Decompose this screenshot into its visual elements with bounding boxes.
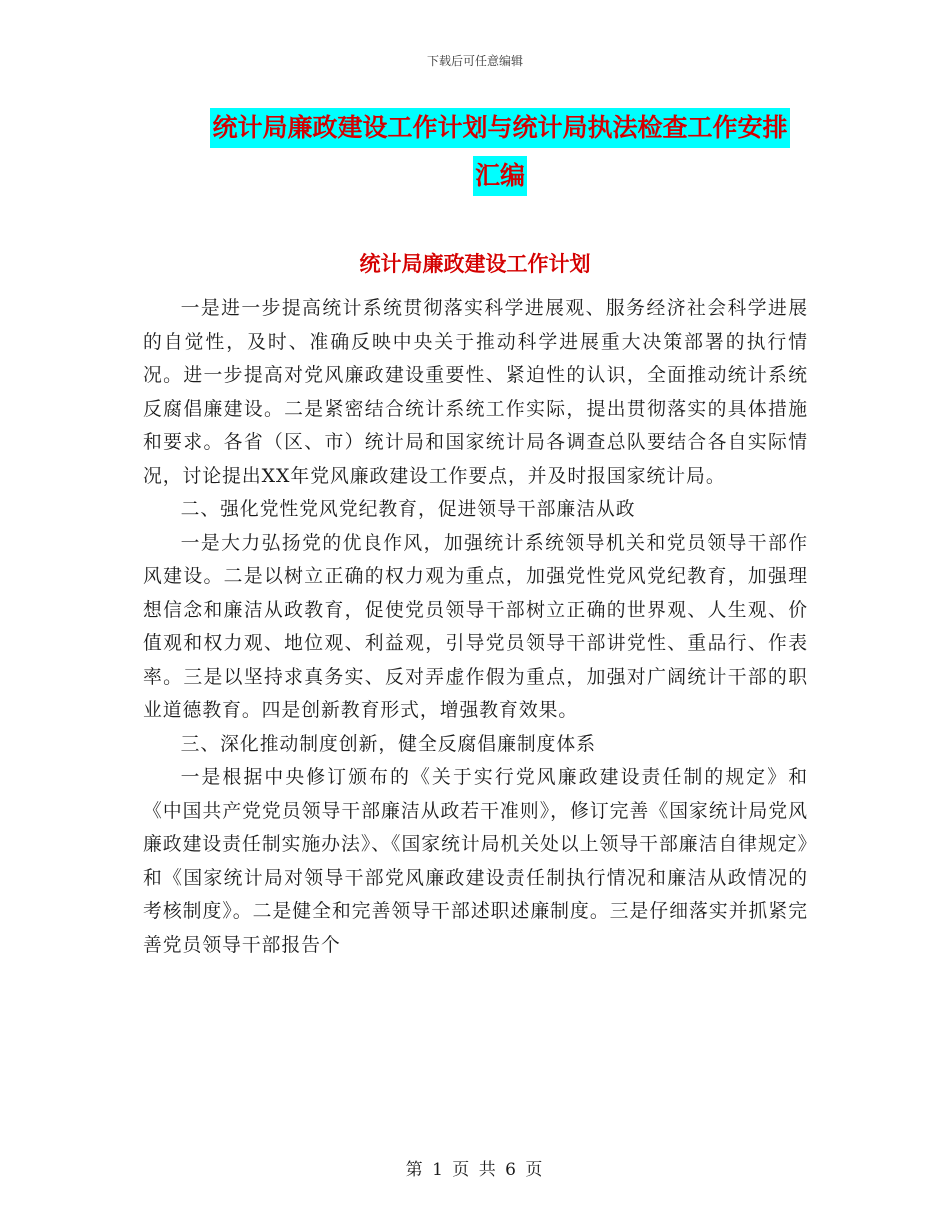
section-heading: 统计局廉政建设工作计划 xyxy=(359,252,591,276)
paragraph: 一是根据中央修订颁布的《关于实行党风廉政建设责任制的规定》和《中国共产党党员领导干部廉洁从政若干准则》，修订完善《国家统计局党风廉政建设责任制实施办法》、《国家统计局机关处以上领导干部廉洁自律规定》和《国家统计局对领导干部党风廉政建设责任制执行情况和廉洁从政情况的考核制度》。二是健全和完善领导干部述职述廉制度。三是仔细落实并抓紧完善党员领导干部报告个 xyxy=(143,767,808,956)
document-body xyxy=(143,292,808,962)
document-title-line-1: 统计局廉政建设工作计划与统计局执法检查工作安排 xyxy=(210,108,789,148)
page-number-footer: 第 1 页 共 6 页 xyxy=(405,1160,545,1180)
subsection-heading: 二、强化党性党风党纪教育，促进领导干部廉洁从政 xyxy=(180,499,636,520)
paragraph: 一是大力弘扬党的优良作风，加强统计系统领导机关和党员领导干部作风建设。二是以树立正确的权力观为重点，加强党性党风党纪教育，加强理想信念和廉洁从政教育，促使党员领导干部树立正确的世界观、人生观、价值观和权力观、地位观、利益观，引导党员领导干部讲党性、重品行、作表率。三是以坚持求真务实、反对弄虚作假为重点，加强对广阔统计干部的职业道德教育。四是创新教育形式，增强教育效果。 xyxy=(143,532,808,721)
header-note: 下载后可任意编辑 xyxy=(426,54,523,68)
document-title-line-2: 汇编 xyxy=(473,156,527,196)
document-title xyxy=(190,108,810,196)
subsection-heading: 三、深化推动制度创新，健全反腐倡廉制度体系 xyxy=(180,733,596,755)
paragraph: 一是进一步提高统计系统贯彻落实科学进展观、服务经济社会科学进展的自觉性，及时、准确反映中央关于推动科学进展重大决策部署的执行情况。进一步提高对党风廉政建设重要性、紧迫性的认识，全面推动统计系统反腐倡廉建设。二是紧密结合统计系统工作实际，提出贯彻落实的具体措施和要求。各省（区、市）统计局和国家统计局各调查总队要结合各自实际情况，讨论提出XX年党风廉政建设工作要点，并及时报国家统计局。 xyxy=(143,298,808,487)
